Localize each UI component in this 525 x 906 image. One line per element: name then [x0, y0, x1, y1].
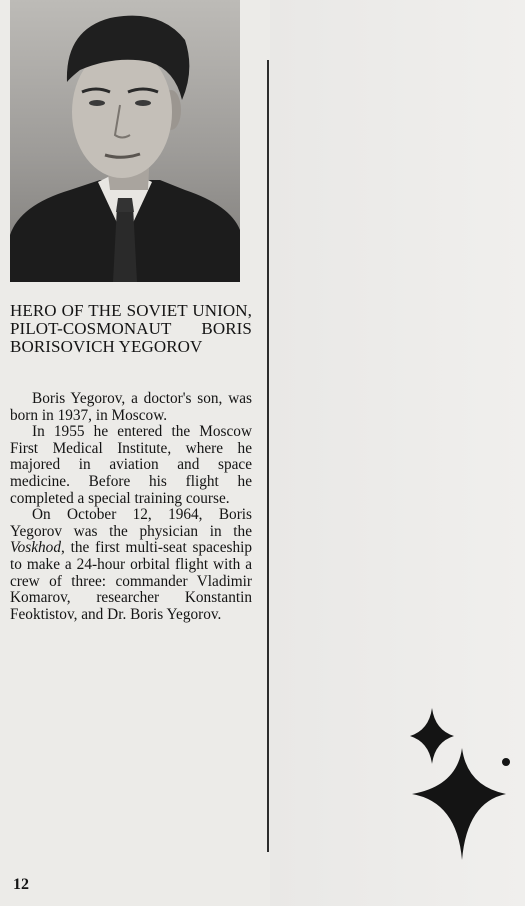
article-headline: HERO OF THE SOVIET UNION, PILOT-COSMONAUT BORIS BORISOVICH YEGOROV	[10, 301, 252, 356]
dot-icon	[502, 758, 510, 766]
page-number: 12	[13, 876, 29, 893]
star-ornament	[400, 700, 525, 870]
flight-text-end: , the first multi-seat spaceship to make a 24-hour orbital flight with a crew of three: commander Vladimir Komarov, researcher Konstantin Feoktistov, and Dr. Boris Yegorov.	[10, 539, 252, 623]
flight-text-start: On October 12, 1964, Boris Yegorov was the physician in the	[10, 506, 252, 540]
paragraph-education: In 1955 he entered the Moscow First Medical Institute, where he majored in aviation and space medicine. Before his flight he completed a special training course.	[10, 423, 252, 507]
small-star-icon	[410, 708, 454, 764]
portrait-photo	[10, 0, 240, 282]
paragraph-flight	[10, 507, 252, 623]
column-divider	[267, 60, 269, 852]
large-star-icon	[412, 748, 506, 860]
article-body	[10, 391, 252, 623]
paragraph-birth: Boris Yegorov, a doctor's son, was born in 1937, in Moscow.	[10, 390, 252, 424]
spaceship-name: Voskhod	[10, 539, 61, 557]
